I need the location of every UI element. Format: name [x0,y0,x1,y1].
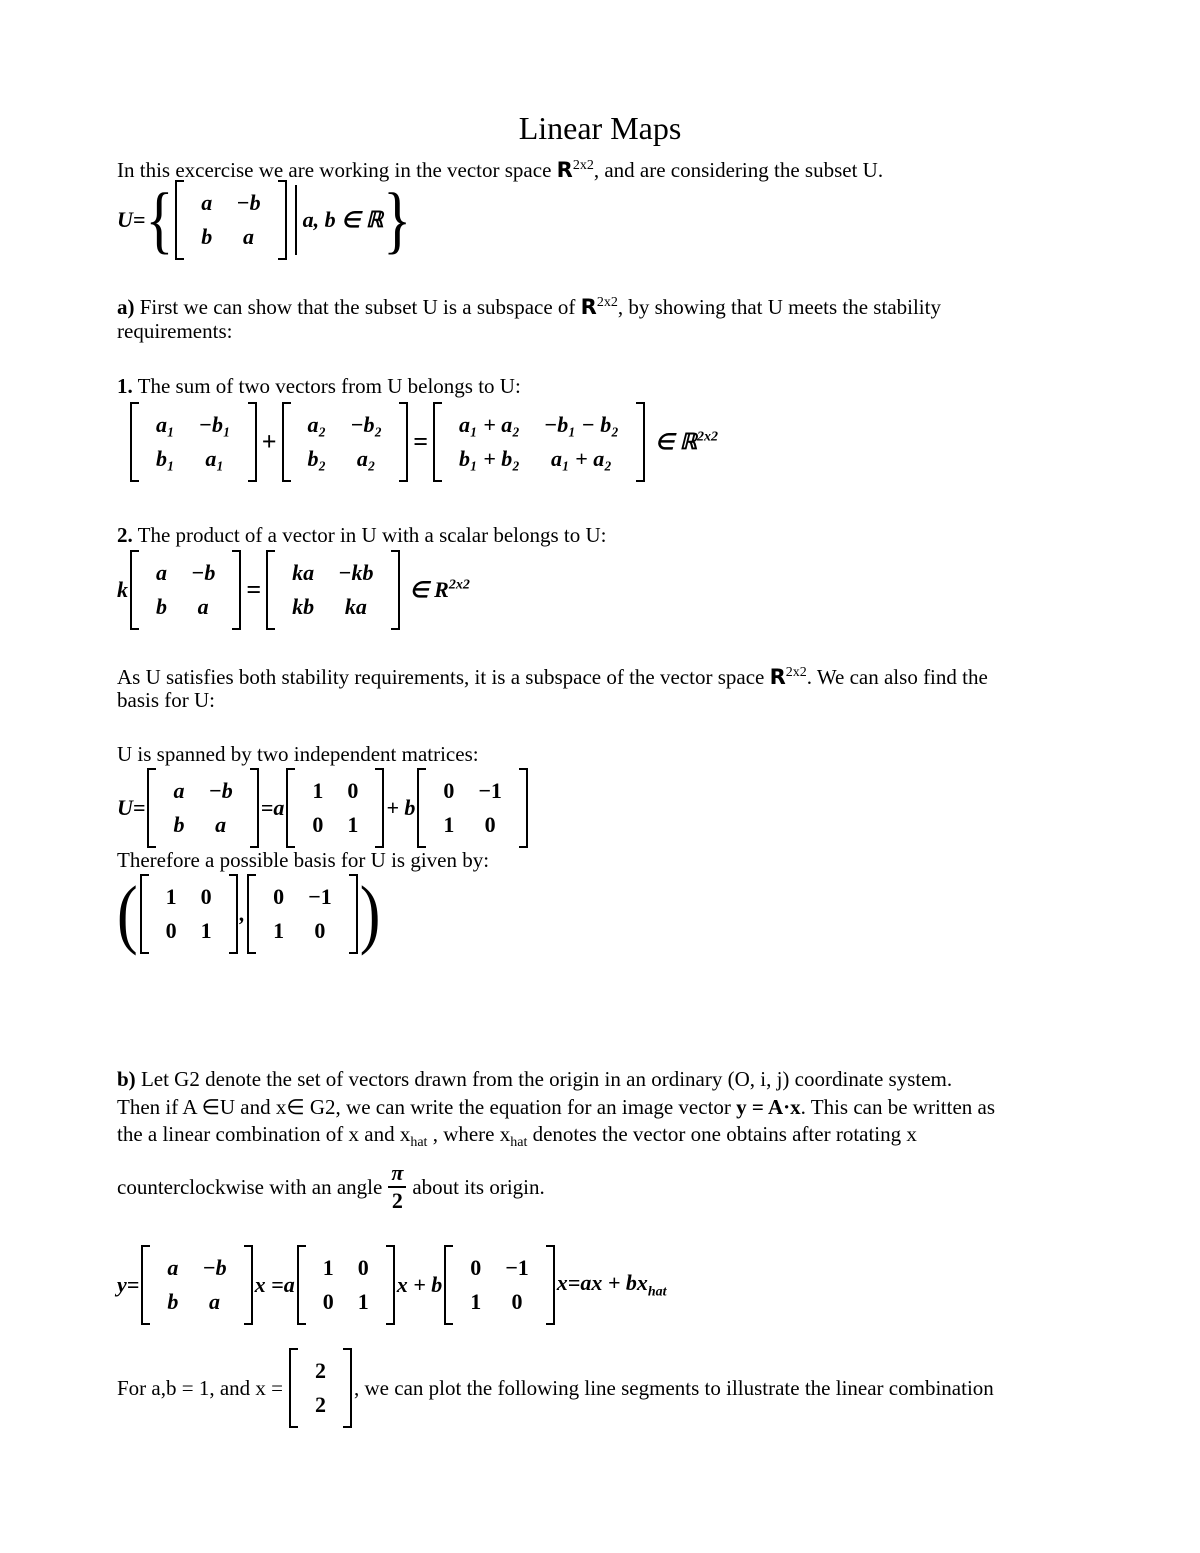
membership-superscript: 2x2 [697,429,719,445]
part-a-line1 [117,290,941,320]
matrix-cell: 1 [312,778,324,803]
span-equation [117,768,530,848]
subset-condition: a, b ∈ ℝ [302,207,384,232]
matrix-cell: 1 [357,1289,369,1314]
vector-cell: 2 [315,1358,327,1383]
basis-matrix-2 [247,874,358,954]
basis-equation [117,871,381,957]
hat-subscript: hat [647,1284,667,1300]
part-b-line4 [117,1160,545,1214]
rotation-matrix [444,1245,555,1325]
matrix-u [147,768,258,848]
matrix-cell: a [201,190,213,215]
coefficient-b: + b [386,795,416,820]
matrix-cell: a [208,1289,220,1314]
matrix-cell: b [167,1289,179,1314]
matrix-cell: −kb [338,560,374,585]
conclusion-line2: basis for U: [117,688,215,712]
requirement-2 [117,522,606,548]
membership [410,577,470,603]
term-x-a: x =a [254,1272,295,1297]
matrix-cell: 1 [322,1255,334,1280]
matrix-cell: −1 [478,778,502,803]
matrix-cell: 1 [273,918,285,943]
requirement-1-text: The sum of two vectors from U belongs to U: [132,374,521,398]
matrix-cell: a₂ [356,446,376,471]
part-b-text: . This can be written as [800,1095,996,1119]
span-lhs: U= [117,795,146,820]
hat-subscript: hat [510,1135,528,1151]
matrix-cell: a [156,560,167,585]
matrix-cell: −b₂ [350,412,383,437]
matrix-cell: −1 [308,884,332,909]
intro-paragraph [117,153,883,183]
final-text-end: , we can plot the following line segments to illustrate the linear combination [354,1376,994,1400]
basis-matrix-1 [140,874,238,954]
matrix-cell: a₁ + a₂ [459,412,520,437]
matrix-cell: a [173,778,185,803]
matrix-cell: −b [202,1255,227,1280]
matrix-cell: b [156,594,167,619]
matrix-cell: 0 [484,812,496,837]
equals-sign: = [246,575,262,604]
matrix-cell: b [201,224,213,249]
basis-comma: , [239,901,246,926]
fraction-numerator: π [388,1160,406,1188]
vector-space-symbol: R [556,158,573,182]
identity-matrix [297,1245,395,1325]
membership-superscript: 2x2 [448,577,470,593]
equals-sign: = [413,427,429,456]
matrix-sum [433,402,645,482]
matrix-cell: a₁ [205,446,225,471]
image-lhs: y= [117,1272,140,1297]
part-a-text: First we can show that the subset U is a subspace of [134,295,581,319]
basis-text: Therefore a possible basis for U is given by: [117,848,490,872]
matrix-cell: 0 [312,812,324,837]
vector-cell: 2 [315,1392,327,1417]
part-a-text-end: , by showing that U meets the stability [617,295,941,319]
matrix-cell: 1 [347,812,359,837]
matrix-cell: a₁ + a₂ [550,446,612,471]
vector-space-symbol: R [769,665,786,689]
scalar-equation [117,550,470,630]
part-b-text: Let G2 denote the set of vectors drawn from the origin in an ordinary (O, i, j) coordinate system. [135,1067,953,1091]
part-b-text: the a linear combination of x and x [117,1122,411,1146]
conclusion-text: As U satisfies both stability requirements, it is a subspace of the vector space [117,665,770,689]
vector-space-superscript: 2x2 [785,665,807,680]
part-b-label: b) [117,1067,136,1091]
matrix-cell: ka [292,560,315,585]
conclusion-text-end: . We can also find the [806,665,988,689]
coefficient-a: =a [260,795,285,820]
matrix-cell: 0 [470,1255,482,1280]
right-brace: } [383,177,412,262]
image-rhs [557,1270,667,1300]
matrix-cell: −b₁ [198,412,231,437]
matrix-cell: a₂ [307,412,327,437]
matrix-cell: 0 [357,1255,369,1280]
matrix-cell: 0 [322,1289,334,1314]
final-line [117,1348,994,1428]
membership-symbol: ∈ R [409,577,449,602]
left-brace: { [145,177,174,262]
requirement-1 [117,373,521,399]
matrix-cell: 0 [347,778,359,803]
plus-sign: + [261,427,277,456]
matrix-cell: −b₁ − b₂ [543,412,619,437]
matrix-cell: a [242,224,254,249]
subset-matrix [175,180,286,260]
matrix-cell: b₁ [156,446,175,471]
matrix-cell: a₁ [156,412,175,437]
matrix-cell: kb [292,594,315,619]
matrix-cell: a [167,1255,179,1280]
matrix-cell: 0 [511,1289,523,1314]
membership-symbol: ∈ ℝ [654,429,698,454]
part-b-text: , where x [427,1122,511,1146]
matrix-cell: 1 [200,918,212,943]
part-b-line1 [117,1066,952,1092]
fraction-denominator: 2 [391,1188,403,1213]
conclusion-line1 [117,660,988,690]
matrix-2 [282,402,409,482]
matrix-a [141,1245,252,1325]
matrix-cell: −b [208,778,233,803]
matrix-cell: b [173,812,185,837]
matrix-cell: −b [191,560,216,585]
matrix-cell: b₂ [307,446,327,471]
matrix-cell: 1 [470,1289,482,1314]
subset-definition [117,177,412,262]
image-rhs-text: x=ax + bx [556,1269,648,1295]
sum-equation [128,402,718,482]
matrix-ku [266,550,399,630]
matrix-cell: 0 [443,778,455,803]
requirement-1-label: 1. [117,374,133,398]
part-a-line2: requirements: [117,319,233,343]
rotation-matrix [417,768,528,848]
matrix-cell: 1 [443,812,455,837]
requirement-2-label: 2. [117,523,133,547]
matrix-u [130,550,241,630]
membership [655,429,718,455]
identity-matrix [286,768,384,848]
intro-text: In this excercise we are working in the vector space [117,158,557,182]
matrix-cell: −1 [505,1255,529,1280]
part-b-text: counterclockwise with an angle [117,1175,383,1199]
x-vector [289,1348,352,1428]
left-paren: ( [117,871,138,957]
vector-space-superscript: 2x2 [572,158,594,173]
part-b-text: denotes the vector one obtains after rotating x [527,1122,917,1146]
matrix-cell: 1 [165,884,177,909]
intro-text-end: , and are considering the subset U. [593,158,884,182]
matrix-cell: ka [344,594,367,619]
matrix-cell: a [215,812,227,837]
hat-subscript: hat [410,1135,428,1151]
matrix-cell: b₁ + b₂ [459,446,520,471]
right-paren: ) [359,871,381,957]
image-equation [117,1245,667,1325]
final-text: For a,b = 1, and x = [117,1376,284,1400]
matrix-cell: a [197,594,209,619]
part-b-line2 [117,1094,995,1120]
subset-lhs: U= [117,207,146,232]
part-a-label: a) [117,295,135,319]
such-that-bar [295,185,297,255]
matrix-cell: −b [236,190,261,215]
requirement-2-text: The product of a vector in U with a scalar belongs to U: [132,523,607,547]
angle-fraction [388,1160,406,1214]
matrix-cell: 0 [165,918,177,943]
part-b-line3 [117,1121,917,1156]
term-x-b: x + b [396,1272,443,1297]
span-text: U is spanned by two independent matrices: [117,742,479,766]
part-b-text: Then if A ∈U and x∈ G2, we can write the equation for an image vector [117,1095,737,1119]
part-b-text: about its origin. [412,1175,545,1199]
vector-space-symbol: R [580,295,597,319]
vector-space-superscript: 2x2 [596,295,618,310]
scalar-k: k [117,577,128,602]
matrix-1 [130,402,257,482]
image-vector-equation: y = A·x [736,1095,801,1119]
matrix-cell: 0 [200,884,212,909]
matrix-cell: 0 [273,884,285,909]
page-title: Linear Maps [518,110,682,146]
matrix-cell: 0 [314,918,326,943]
